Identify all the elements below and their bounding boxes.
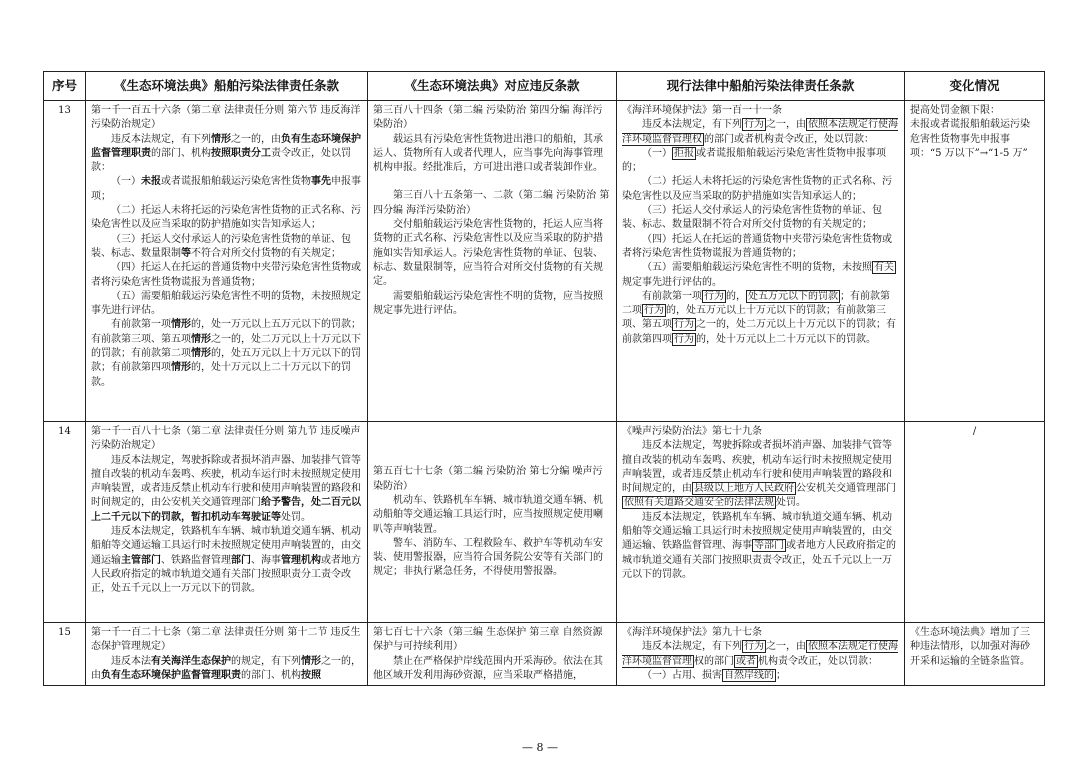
boxed-text: 或者 [736,655,756,667]
article-paragraph: 违反本法规定，有下列 行为 之一，由 依照本法规定行使海洋环境监督管理权 的部门或者机构责令改正，处以罚款： [622,119,898,145]
change-cell [905,101,1045,422]
article-paragraph: 有前款第一项情形的，处一万元以上五万元以下的罚款；有前款第三项、第五项情形之一的，处二万元以上十万元以下的罚款；有前款第二项情形的，处五万元以上十万元以下的罚款；有前款第四项情形的，处十万元以上二十万元以下的罚款。 [91,319,361,388]
boxed-text: 行为 [674,333,694,345]
bold-text: 部门 [231,554,251,566]
article-paragraph: 违反本法规定，铁路机车车辆、城市轨道交通车辆、机动船舶等交通运输工具运行时未按照规定使用声响装置的，由交通运输主管部门、铁路监督管理部门、海事管理机构或者地方人民政府指定的城市轨道交通有关部门按照职责分工责令改正，处五千元以上一万元以下的罚款。 [91,526,361,595]
boxed-text: 依照有关道路交通安全的法律法规 [624,497,774,509]
bold-text: 有关海洋生态保护 [151,655,231,667]
header-change: 变化情况 [905,72,1045,101]
article-paragraph: （二）托运人未将托运的污染危害性货物的正式名称、污染危害性以及应当采取的防护措施如实告知承运人的； [622,176,892,202]
change-text: 未报或者谎报船舶载运污染危害性货物事先申报事项：“5 万以下”→“1-5 万” [910,119,1030,159]
article-paragraph: 禁止在严格保护岸线范围内开采海砂。依法在其他区域开发利用海砂资源，应当采取严格措施， [373,655,603,681]
page-number: — 8 — [522,741,558,754]
bold-text: 事先 [311,176,331,188]
row-number: 13 [44,101,86,422]
bold-text: 情形 [171,362,191,374]
comparison-table [43,71,1045,686]
code-violation-cell [368,623,617,686]
article-heading: 第一千一百二十七条（第二章 法律责任分则 第十二节 违反生态保护管理规定） [91,627,361,653]
article-heading: 《海洋环境保护法》第一百一十一条 [622,105,782,116]
code-violation-cell [368,101,617,422]
article-paragraph: （五）需要船舶载运污染危害性不明的货物，未按照规定事先进行评估。 [91,290,361,317]
current-law-cell [617,623,905,686]
article-paragraph: 需要船舶载运污染危害性不明的货物，应当按照规定事先进行评估。 [373,290,603,316]
change-cell [905,422,1045,623]
bold-text: 未报 [141,176,161,188]
article-paragraph: 第三百八十五条第一、二款（第二编 污染防治 第四分编 海洋污染防治） [373,190,610,216]
boxed-text: 处五万元以下的罚款 [748,290,838,302]
table-row [44,101,1045,422]
article-heading: 第七百七十六条（第三编 生态保护 第三章 自然资源保护与可持续利用） [373,627,603,653]
bold-text: 情形 [191,348,211,360]
article-heading: 《噪声污染防治法》第七十九条 [622,426,762,437]
article-paragraph: 交付船舶载运污染危害性货物的，托运人应当将货物的正式名称、污染危害性以及应当采取的防护措施如实告知承运人。污染危害性货物的单证、包装、标志、数量限制等，应当符合对所交付货物的有关规定。 [373,219,603,288]
header-seq: 序号 [44,72,86,101]
article-paragraph: 违反本法规定，有下列 行为 之一，由 依照本法规定行使海洋环境监督管理 权的部门 或者 机构责令改正，处以罚款： [622,641,898,667]
row-number: 14 [44,422,86,623]
bold-text: 负有生态环境保护监督管理职责 [91,133,361,159]
table-row [44,422,1045,623]
article-heading: 第五百七十七条（第二编 污染防治 第七分编 噪声污染防治） [373,466,603,492]
header-current-law: 现行法律中船舶污染法律责任条款 [617,72,905,101]
article-paragraph: （三）托运人交付承运人的污染危害性货物的单证、包装、标志、数量限制等不符合对所交付货物的有关规定； [91,233,351,259]
boxed-text: 行为 [644,305,664,317]
article-paragraph: 违反本法规定，驾驶拆除或者损坏消声器、加装排气管等擅自改装的机动车轰鸣、疾驶，机动车运行时未按照规定使用声响装置，或者违反禁止机动车行驶和使用声响装置的路段和时间规定的，由公安机关交通管理部门给予警告，处二百元以上二千元以下的罚款，暂扣机动车驾驶证等处罚。 [91,454,361,523]
change-text: / [972,426,977,437]
boxed-text: 自然岸线的 [724,669,774,681]
bold-text: 管理机构 [281,554,321,566]
article-paragraph: （二）托运人未将托运的污染危害性货物的正式名称、污染危害性以及应当采取的防护措施如实告知承运人； [91,205,361,231]
bold-text: 负有生态环境保护监督管理职责 [101,669,241,681]
article-paragraph: 违反本法有关海洋生态保护的规定，有下列情形之一的，由负有生态环境保护监督管理职责的部门、机构按照 [91,655,361,681]
current-law-cell [617,101,905,422]
header-code-violation: 《生态环境法典》对应违反条款 [368,72,617,101]
boxed-text: 行为 [744,641,764,653]
bold-text: 情形 [301,655,321,667]
article-paragraph: （五）需要船舶载运污染危害性不明的货物，未按照 有关规定事先进行评估的。 [622,262,894,288]
code-liability-cell [86,623,368,686]
article-paragraph: 有前款第一项 行为 的， 处五万元以下的罚款 ；有前款第二项 行为 的，处五万元以上十万元以下的罚款；有前款第三项、第五项 行为 之一的，处二万元以上十万元以下的罚款；有前款第四项 行为 的，处十万元以上二十万元以下的罚款。 [622,290,896,345]
article-heading: 第一千一百五十六条（第二章 法律责任分则 第六节 违反海洋污染防治规定） [91,105,361,131]
article-paragraph: 违反本法规定，驾驶拆除或者损坏消声器、加装排气管等擅自改装的机动车轰鸣、疾驶，机动车运行时未按照规定使用声响装置，或者违反禁止机动车行驶和使用声响装置的路段和时间规定的，由 县级以上地方人民政府 公安机关交通管理部门依照有关道路交通安全的法律法规 处罚。 [622,440,896,509]
boxed-text: 依照本法规定行使海洋环境监督管理权 [622,119,898,145]
article-paragraph: （一） 拒报 或者谎报船舶载运污染危害性货物申报事项的； [622,147,886,174]
bold-text: 按照 [301,669,321,681]
bold-text: 按照职责分工 [211,147,271,159]
bold-text: 情形 [171,319,191,331]
bold-text: 主管部门 [121,554,161,566]
bold-text: 给予警告，处二百元以上二千元以下的罚款，暂扣机动车驾驶证等 [91,497,361,523]
header-row [44,72,1045,101]
table-row [44,623,1045,686]
article-paragraph: 违反本法规定，铁路机车车辆、城市轨道交通车辆、机动船舶等交通运输工具运行时未按照规定使用声响装置的，由交通运输、铁路监督管理、海事 等部门 或者地方人民政府指定的城市轨道交通有关部门按照职责责令改正，处五千元以上一万元以下的罚款。 [622,511,896,580]
row-number: 15 [44,623,86,686]
article-heading: 第三百八十四条（第二编 污染防治 第四分编 海洋污染防治） [373,105,603,131]
header-code-liability: 《生态环境法典》船舶污染法律责任条款 [86,72,368,101]
bold-text: 等 [181,247,191,259]
bold-text: 情形 [211,133,231,145]
boxed-text: 行为 [674,319,694,331]
article-paragraph: 违反本法规定，有下列情形之一的，由负有生态环境保护监督管理职责的部门、机构按照职责分工责令改正，处以罚款： [91,133,361,174]
boxed-text: 拒报 [674,147,694,159]
article-paragraph: （三）托运人交付承运人的污染危害性货物的单证、包装、标志、数量限制不符合对所交付货物的有关规定的； [622,205,882,231]
article-paragraph: （四）托运人在托运的普通货物中夹带污染危害性货物或者将污染危害性货物谎报为普通货物； [91,262,361,288]
article-heading: 第一千一百八十七条（第二章 法律责任分则 第九节 违反噪声污染防治规定） [91,426,361,452]
article-paragraph: （四）托运人在托运的普通货物中夹带污染危害性货物或者将污染危害性货物谎报为普通货物的； [622,233,892,259]
current-law-cell [617,422,905,623]
boxed-text: 有关 [874,262,894,274]
bold-text: 情形 [191,333,211,345]
change-text: 《生态环境法典》增加了三种违法情形，以加强对海砂开采和运输的全链条监管。 [910,627,1030,667]
boxed-text: 等部门 [754,540,784,552]
boxed-text: 行为 [704,290,724,302]
article-paragraph: 警车、消防车、工程救险车、救护车等机动车安装、使用警报器，应当符合国务院公安等有关部门的规定；非执行紧急任务，不得使用警报器。 [373,537,603,578]
boxed-text: 县级以上地方人民政府 [694,483,794,495]
article-paragraph: 机动车、铁路机车车辆、城市轨道交通车辆、机动船舶等交通运输工具运行时，应当按照规定使用喇叭等声响装置。 [373,494,603,535]
change-cell [905,623,1045,686]
code-violation-cell [368,422,617,623]
article-heading: 《海洋环境保护法》第九十七条 [622,627,762,638]
article-paragraph: （一）未报或者谎报船舶载运污染危害性货物事先申报事项； [91,176,361,202]
code-liability-cell [86,101,368,422]
boxed-text: 依照本法规定行使海洋环境监督管理 [622,641,898,667]
boxed-text: 行为 [744,119,764,131]
change-text: 提高处罚金额下限： [910,105,1000,116]
code-liability-cell [86,422,368,623]
article-paragraph: （一）占用、损害 自然岸线的 ； [642,669,786,681]
article-paragraph: 载运具有污染危害性货物进出港口的船舶，其承运人、货物所有人或者代理人，应当事先向海事管理机构申报。经批准后，方可进出港口或者装卸作业。 [373,133,603,174]
